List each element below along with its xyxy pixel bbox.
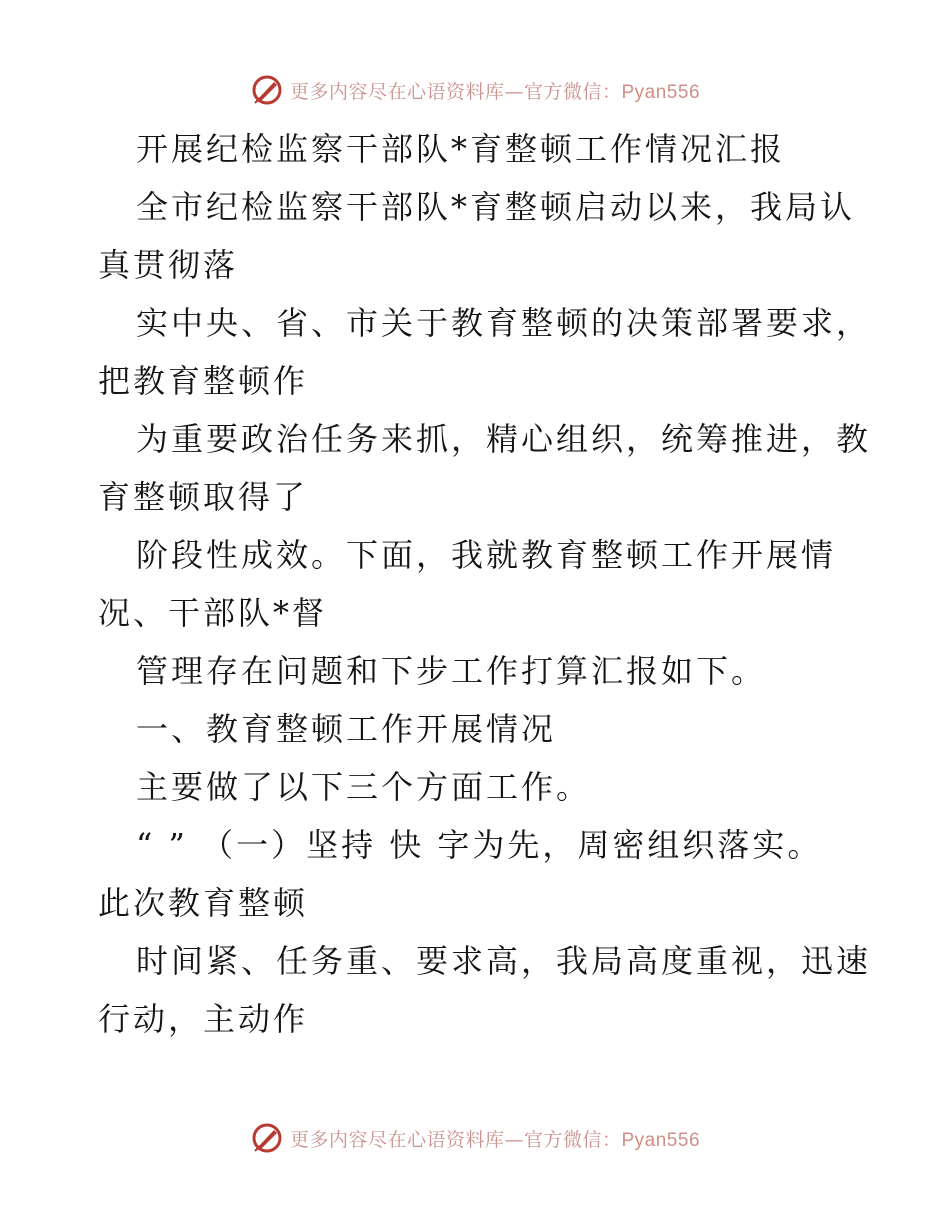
paragraph-line: 把教育整顿作 (98, 362, 309, 400)
quill-pen-seal-icon (250, 1121, 284, 1155)
paragraph-line: 此次教育整顿 (98, 884, 309, 922)
paragraph-line: 主要做了以下三个方面工作。 (136, 768, 592, 806)
section-heading: 一、教育整顿工作开展情况 (136, 710, 557, 748)
watermark-text: 更多内容尽在心语资料库—官方微信：Pyan556 (289, 80, 701, 103)
paragraph-line: 全市纪检监察干部队*育整顿启动以来，我局认 (136, 188, 856, 226)
document-title: 开展纪检监察干部队*育整顿工作情况汇报 (136, 130, 786, 168)
document-body (98, 120, 872, 1048)
subsection-heading: “ ” （一）坚持 快 字为先，周密组织落实。 (136, 826, 823, 864)
paragraph-line: 管理存在问题和下步工作打算汇报如下。 (136, 652, 767, 690)
paragraph-line: 行动，主动作 (98, 1000, 309, 1038)
paragraph-line: 时间紧、任务重、要求高，我局高度重视，迅速 (136, 942, 872, 980)
paragraph-line: 况、干部队*督 (98, 594, 328, 632)
quill-pen-seal-icon (250, 73, 284, 107)
paragraph-line: 真贯彻落 (98, 246, 239, 284)
watermark-text: 更多内容尽在心语资料库—官方微信：Pyan556 (289, 1128, 701, 1151)
header-watermark (0, 70, 950, 110)
paragraph-line: 实中央、省、市关于教育整顿的决策部署要求， (136, 304, 872, 342)
paragraph-line: 为重要政治任务来抓，精心组织，统筹推进，教 (136, 420, 872, 458)
footer-watermark (0, 1118, 950, 1158)
paragraph-line: 育整顿取得了 (98, 478, 309, 516)
paragraph-line: 阶段性成效。下面，我就教育整顿工作开展情 (136, 536, 837, 574)
